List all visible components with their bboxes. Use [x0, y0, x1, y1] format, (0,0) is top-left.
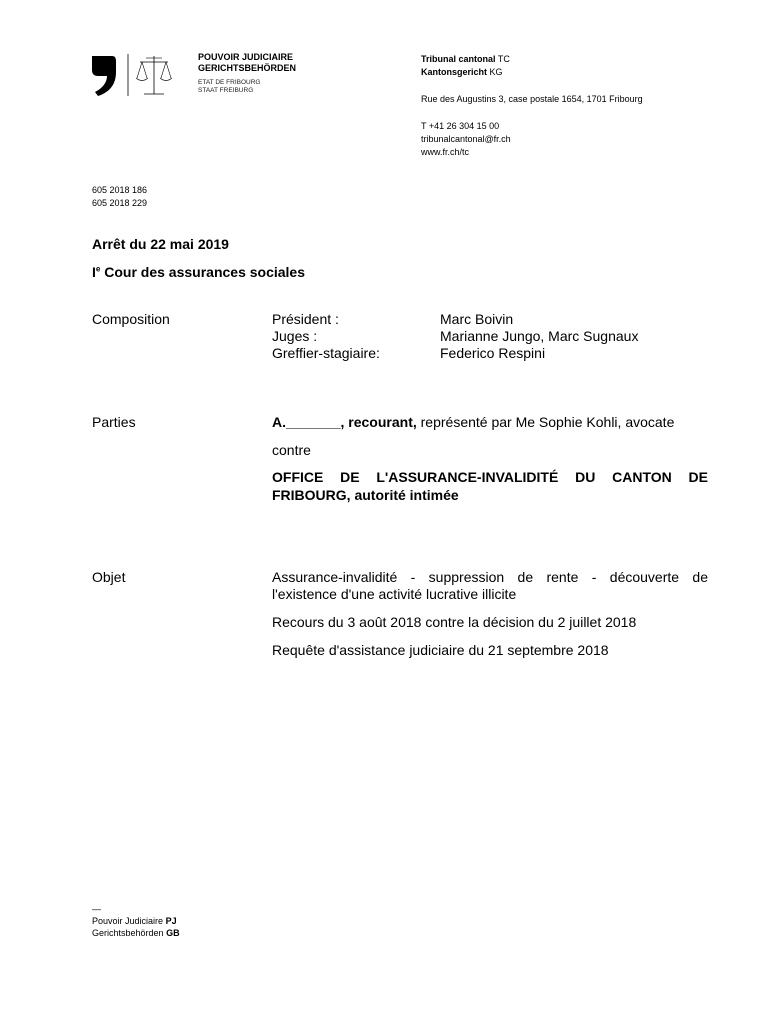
court-name-de: Kantonsgericht KG: [421, 67, 503, 77]
name-clerk: Federico Respini: [440, 345, 546, 361]
role-clerk: Greffier-stagiaire:: [272, 345, 380, 361]
objet-label: Objet: [92, 569, 126, 585]
court-website[interactable]: www.fr.ch/tc: [421, 147, 470, 157]
name-judges: Marianne Jungo, Marc Sugnaux: [440, 328, 639, 344]
footer-dash: —: [92, 904, 101, 914]
court-name-fr: Tribunal cantonal TC: [421, 54, 510, 64]
role-judges: Juges :: [272, 328, 318, 344]
parties-label: Parties: [92, 414, 136, 430]
name-president: Marc Boivin: [440, 311, 514, 327]
judgment-title: Arrêt du 22 mai 2019: [92, 236, 229, 252]
footer-line-2: Gerichtsbehörden GB: [92, 928, 180, 938]
case-references: [92, 184, 147, 210]
court-section-title: Ie Cour des assurances sociales: [92, 264, 306, 280]
org-name-de: GERICHTSBEHÖRDEN: [198, 63, 297, 73]
footer-line-1: Pouvoir Judiciaire PJ: [92, 916, 177, 926]
role-president: Président :: [272, 311, 339, 327]
court-address: Rue des Augustins 3, case postale 1654, 1701 Fribourg: [421, 94, 643, 104]
court-contact-block: [421, 53, 643, 159]
footer: [92, 903, 180, 939]
state-name-fr: ETAT DE FRIBOURG: [198, 79, 261, 86]
fribourg-judiciary-logo: [90, 50, 190, 100]
state-name-de: STAAT FREIBURG: [198, 87, 254, 94]
objet-line-2: l'existence d'une activité lucrative illicite: [272, 586, 517, 602]
contre-text: contre: [272, 442, 311, 458]
objet-line-1: Assurance-invalidité - suppression de rente - découverte de: [272, 569, 708, 585]
respondent-line-1: OFFICE DE L'ASSURANCE-INVALIDITÉ DU CANTON DE: [272, 469, 708, 485]
org-name-fr: POUVOIR JUDICIAIRE: [198, 52, 294, 62]
court-email[interactable]: tribunalcantonal@fr.ch: [421, 134, 511, 144]
organization-block: [198, 52, 296, 95]
composition-label: Composition: [92, 311, 170, 327]
respondent-line-2: FRIBOURG, autorité intimée: [272, 487, 459, 503]
appellant-line: A._______, recourant, représenté par Me Sophie Kohli, avocate: [272, 414, 675, 430]
composition-names: [440, 311, 638, 362]
composition-roles: [272, 311, 380, 362]
requete-line: Requête d'assistance judiciaire du 21 septembre 2018: [272, 642, 609, 658]
case-reference: 605 2018 186: [92, 185, 148, 195]
court-phone: T +41 26 304 15 00: [421, 121, 500, 131]
case-reference: 605 2018 229: [92, 198, 148, 208]
recours-line: Recours du 3 août 2018 contre la décision du 2 juillet 2018: [272, 614, 637, 630]
